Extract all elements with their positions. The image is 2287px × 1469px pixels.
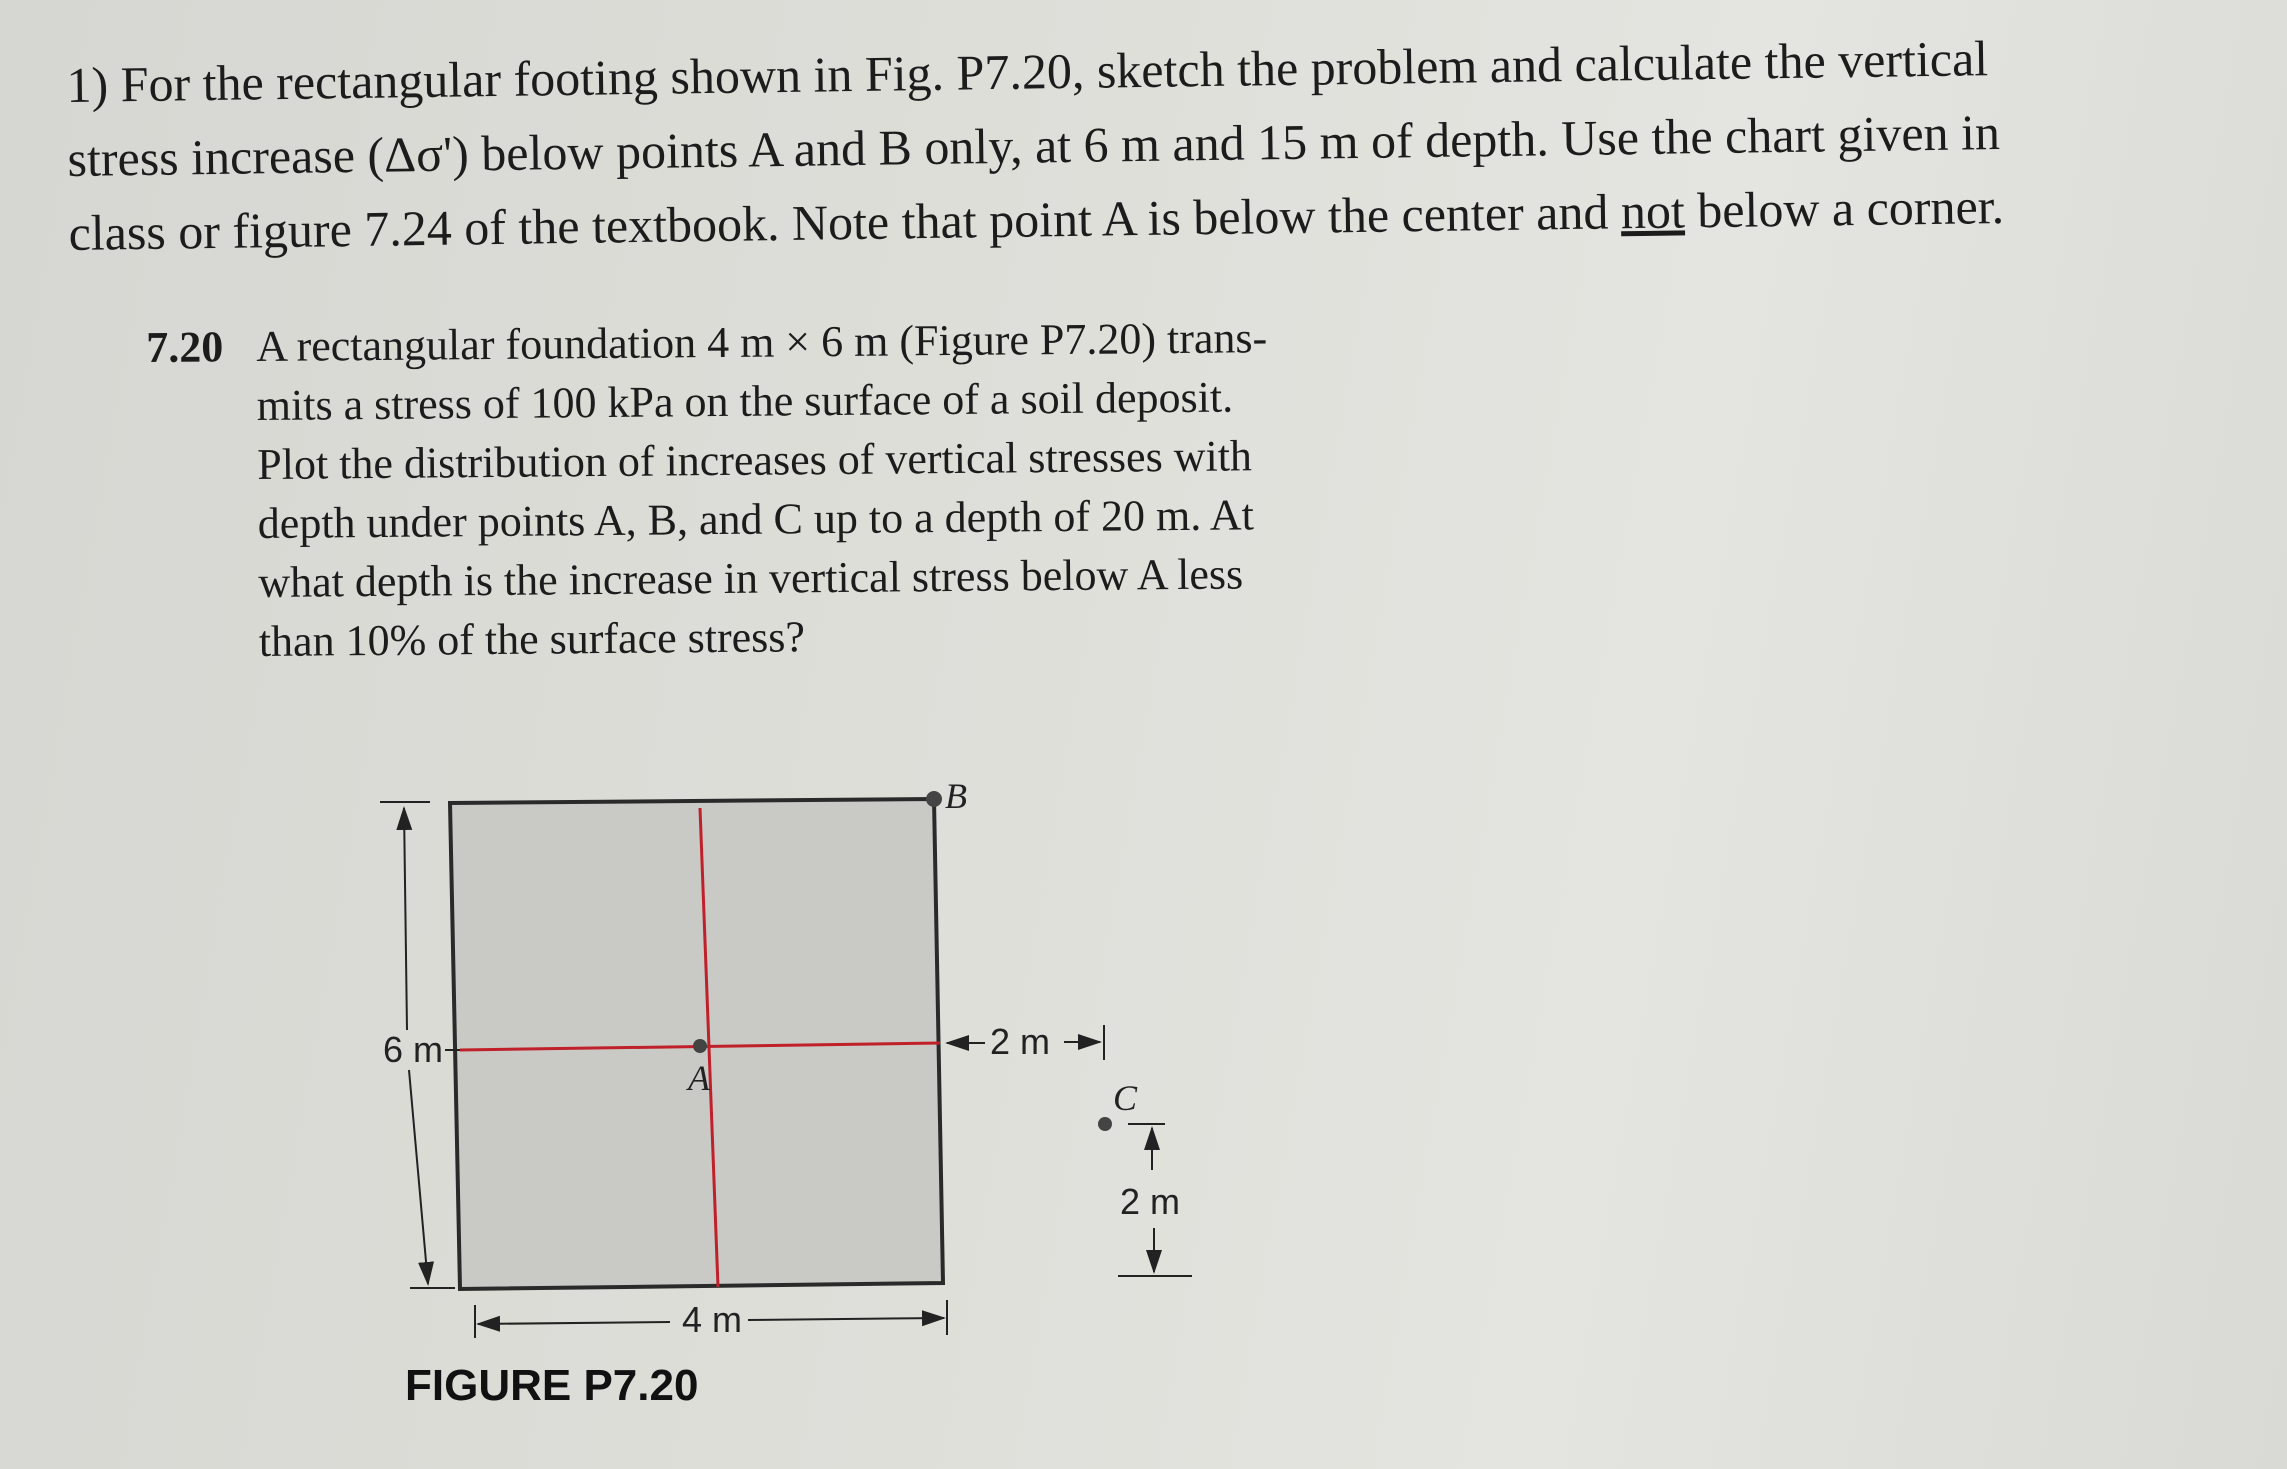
underlined-not: not — [1620, 182, 1686, 240]
question-line-1: 1) For the rectangular footing shown in Fig. P7.20, sketch the problem and calculate the vertical — [66, 30, 1989, 113]
dim-6m-arrow-up — [404, 808, 407, 1030]
dim-4m-arrow-right — [748, 1318, 944, 1320]
dim-2m-vertical-label: 2 m — [1120, 1181, 1181, 1222]
question-line-3-text: class or figure 7.24 of the textbook. Note that point A is below the center and — [68, 183, 1622, 261]
figure-caption: FIGURE P7.20 — [405, 1361, 699, 1410]
point-a-marker — [693, 1039, 707, 1053]
dim-6m-arrow-down — [409, 1070, 428, 1284]
problem-line: A rectangular foundation 4 m × 6 m (Figure P7.20) trans- — [256, 313, 1268, 372]
problem-line: than 10% of the surface stress? — [258, 612, 806, 667]
problem-number: 7.20 — [146, 322, 224, 372]
point-c-marker — [1098, 1117, 1112, 1131]
point-a-label: A — [688, 1058, 710, 1098]
dim-6m-label: 6 m — [383, 1029, 444, 1070]
dim-4m-arrow-left — [478, 1322, 670, 1324]
question-line-3-end: below a corner. — [1684, 177, 2005, 239]
question-line-2: stress increase (Δσ') below points A and B only, at 6 m and 15 m of depth. Use the chart given in — [67, 104, 2001, 187]
dim-4m-label: 4 m — [682, 1299, 743, 1340]
problem-line: depth under points A, B, and C up to a depth of 20 m. At — [257, 490, 1255, 549]
problem-line: Plot the distribution of increases of vertical stresses with — [257, 431, 1253, 490]
point-c-label: C — [1113, 1078, 1138, 1118]
dim-2m-horizontal-label: 2 m — [990, 1021, 1051, 1062]
point-b-marker — [926, 791, 942, 807]
problem-line: what depth is the increase in vertical stress below A less — [258, 549, 1244, 608]
point-b-label: B — [945, 776, 967, 816]
problem-line: mits a stress of 100 kPa on the surface of a soil deposit. — [256, 372, 1234, 431]
